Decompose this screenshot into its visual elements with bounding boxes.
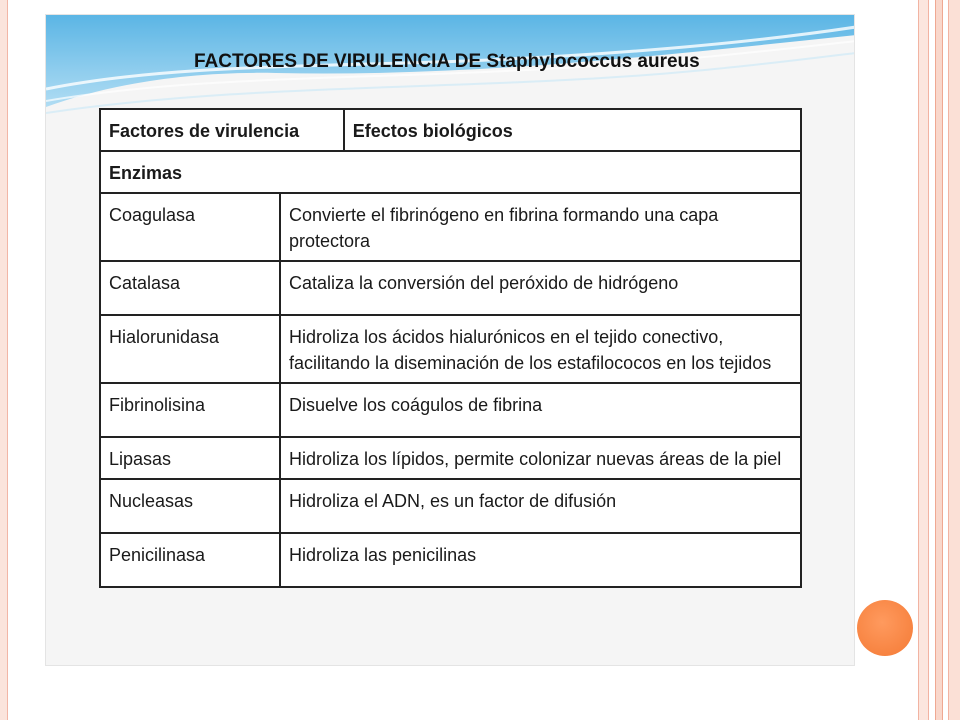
section-row: [100, 151, 801, 193]
header-factor-cell: Factores de virulencia: [100, 109, 344, 151]
orange-circle-decoration: [857, 600, 913, 656]
table-row: [100, 315, 801, 383]
header-effect-cell: Efectos biológicos: [344, 109, 801, 151]
table-row: [100, 437, 801, 479]
table-row: [100, 193, 801, 261]
table-row: [100, 533, 801, 587]
factor-cell: Nucleasas: [100, 479, 280, 533]
effect-cell: Hidroliza el ADN, es un factor de difusión: [280, 479, 801, 533]
right-stripe-2: [935, 0, 943, 720]
factor-cell: Lipasas: [100, 437, 280, 479]
effect-cell: Hidroliza las penicilinas: [280, 533, 801, 587]
effect-cell: Disuelve los coágulos de fibrina: [280, 383, 801, 437]
effect-cell: Convierte el fibrinógeno en fibrina formando una capa protectora: [280, 193, 801, 261]
factor-cell: Coagulasa: [100, 193, 280, 261]
table-header-row: [100, 109, 801, 151]
slide-title: FACTORES DE VIRULENCIA DE Staphylococcus aureus: [194, 51, 700, 72]
virulence-table: [99, 108, 802, 588]
effect-cell: Hidroliza los lípidos, permite colonizar nuevas áreas de la piel: [280, 437, 801, 479]
right-stripe-decoration: [918, 0, 960, 720]
right-stripe-1: [918, 0, 929, 720]
effect-cell: Cataliza la conversión del peróxido de hidrógeno: [280, 261, 801, 315]
factor-cell: Penicilinasa: [100, 533, 280, 587]
table-row: [100, 383, 801, 437]
slide-image: [45, 14, 855, 666]
table-row: [100, 261, 801, 315]
factor-cell: Hialorunidasa: [100, 315, 280, 383]
section-label: Enzimas: [100, 151, 801, 193]
factor-cell: Catalasa: [100, 261, 280, 315]
right-stripe-3: [948, 0, 960, 720]
table-row: [100, 479, 801, 533]
factor-cell: Fibrinolisina: [100, 383, 280, 437]
left-border-decoration: [0, 0, 8, 720]
effect-cell: Hidroliza los ácidos hialurónicos en el tejido conectivo, facilitando la diseminación de los estafilococos en los tejidos: [280, 315, 801, 383]
